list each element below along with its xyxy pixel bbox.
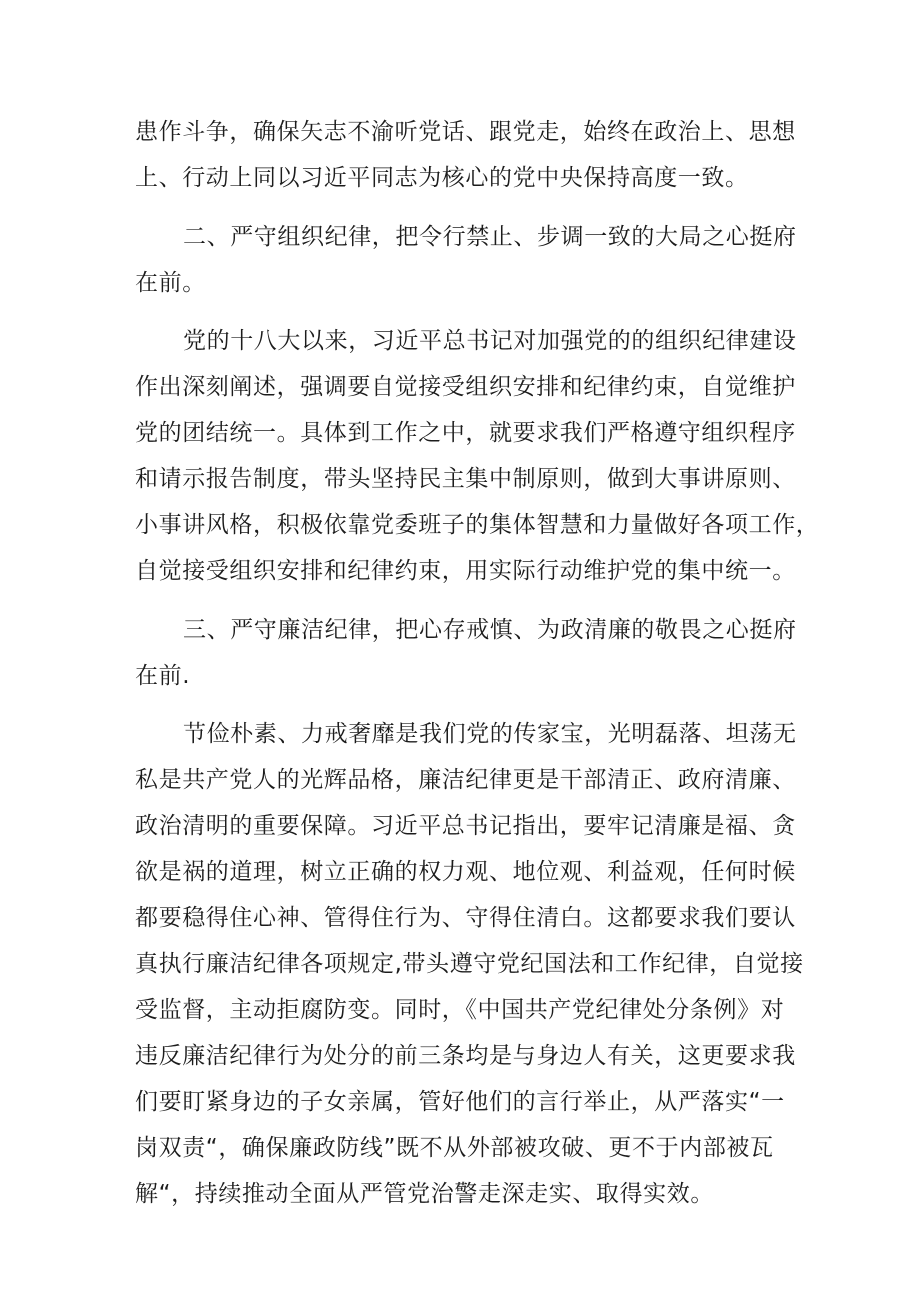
section-heading-line: 二、严守组织纪律，把令行禁止、步调一致的大局之心挺府: [183, 224, 797, 250]
text-line: 解“，持续推动全面从严管党治警走深走实、取得实效。: [135, 1181, 714, 1207]
text-line: 们要盯紧身边的子女亲属，管好他们的言行举止，从严落实“一: [135, 1089, 785, 1115]
text-line: 都要稳得住心神、管得住行为、守得住清白。这都要求我们要认: [135, 905, 796, 931]
text-line: 违反廉洁纪律行为处分的前三条均是与身边人有关，这更要求我: [135, 1043, 796, 1069]
text-line: 节俭朴素、力戒奢靡是我们党的传家宝，光明磊落、坦荡无: [183, 721, 797, 747]
text-line: 受监督，主动拒腐防变。同时，《中国共产党纪律处分条例》对: [135, 997, 785, 1023]
text-line: 岗双责“，确保廉政防线”既不从外部被攻破、更不于内部被瓦: [135, 1135, 774, 1161]
text-line: 患作斗争，确保矢志不渝听党话、跟党走，始终在政治上、思想: [135, 119, 796, 145]
text-line: 作出深刻阐述，强调要自觉接受组织安排和纪律约束，自觉维护: [135, 374, 796, 400]
text-line: 欲是祸的道理，树立正确的权力观、地位观、利益观，任何时候: [135, 859, 796, 885]
text-line: 上、行动上同以习近平同志为核心的党中央保持高度一致。: [135, 165, 749, 191]
text-line: 小事讲风格，积极依靠党委班子的集体智慧和力量做好各项工作，: [135, 512, 820, 538]
text-line: 和请示报告制度，带头坚持民主集中制原则，做到大事讲原则、: [135, 466, 796, 492]
text-line: 真执行廉洁纪律各项规定,带头遵守党纪国法和工作纪律，自觉接: [135, 951, 804, 977]
section-heading-line: 三、严守廉洁纪律，把心存戒慎、为政清廉的敬畏之心挺府: [183, 617, 797, 643]
text-line: 政治清明的重要保障。习近平总书记指出，要牢记清廉是福、贪: [135, 813, 796, 839]
text-line: 党的团结统一。具体到工作之中，就要求我们严格遵守组织程序: [135, 420, 796, 446]
section-heading-line: 在前.: [135, 663, 191, 689]
text-line: 私是共产党人的光辉品格，廉洁纪律更是干部清正、政府清廉、: [135, 767, 796, 793]
text-line: 自觉接受组织安排和纪律约束，用实际行动维护党的集中统一。: [135, 558, 796, 584]
section-heading-line: 在前。: [135, 270, 206, 296]
text-line: 党的十八大以来，习近平总书记对加强党的的组织纪律建设: [183, 328, 797, 354]
